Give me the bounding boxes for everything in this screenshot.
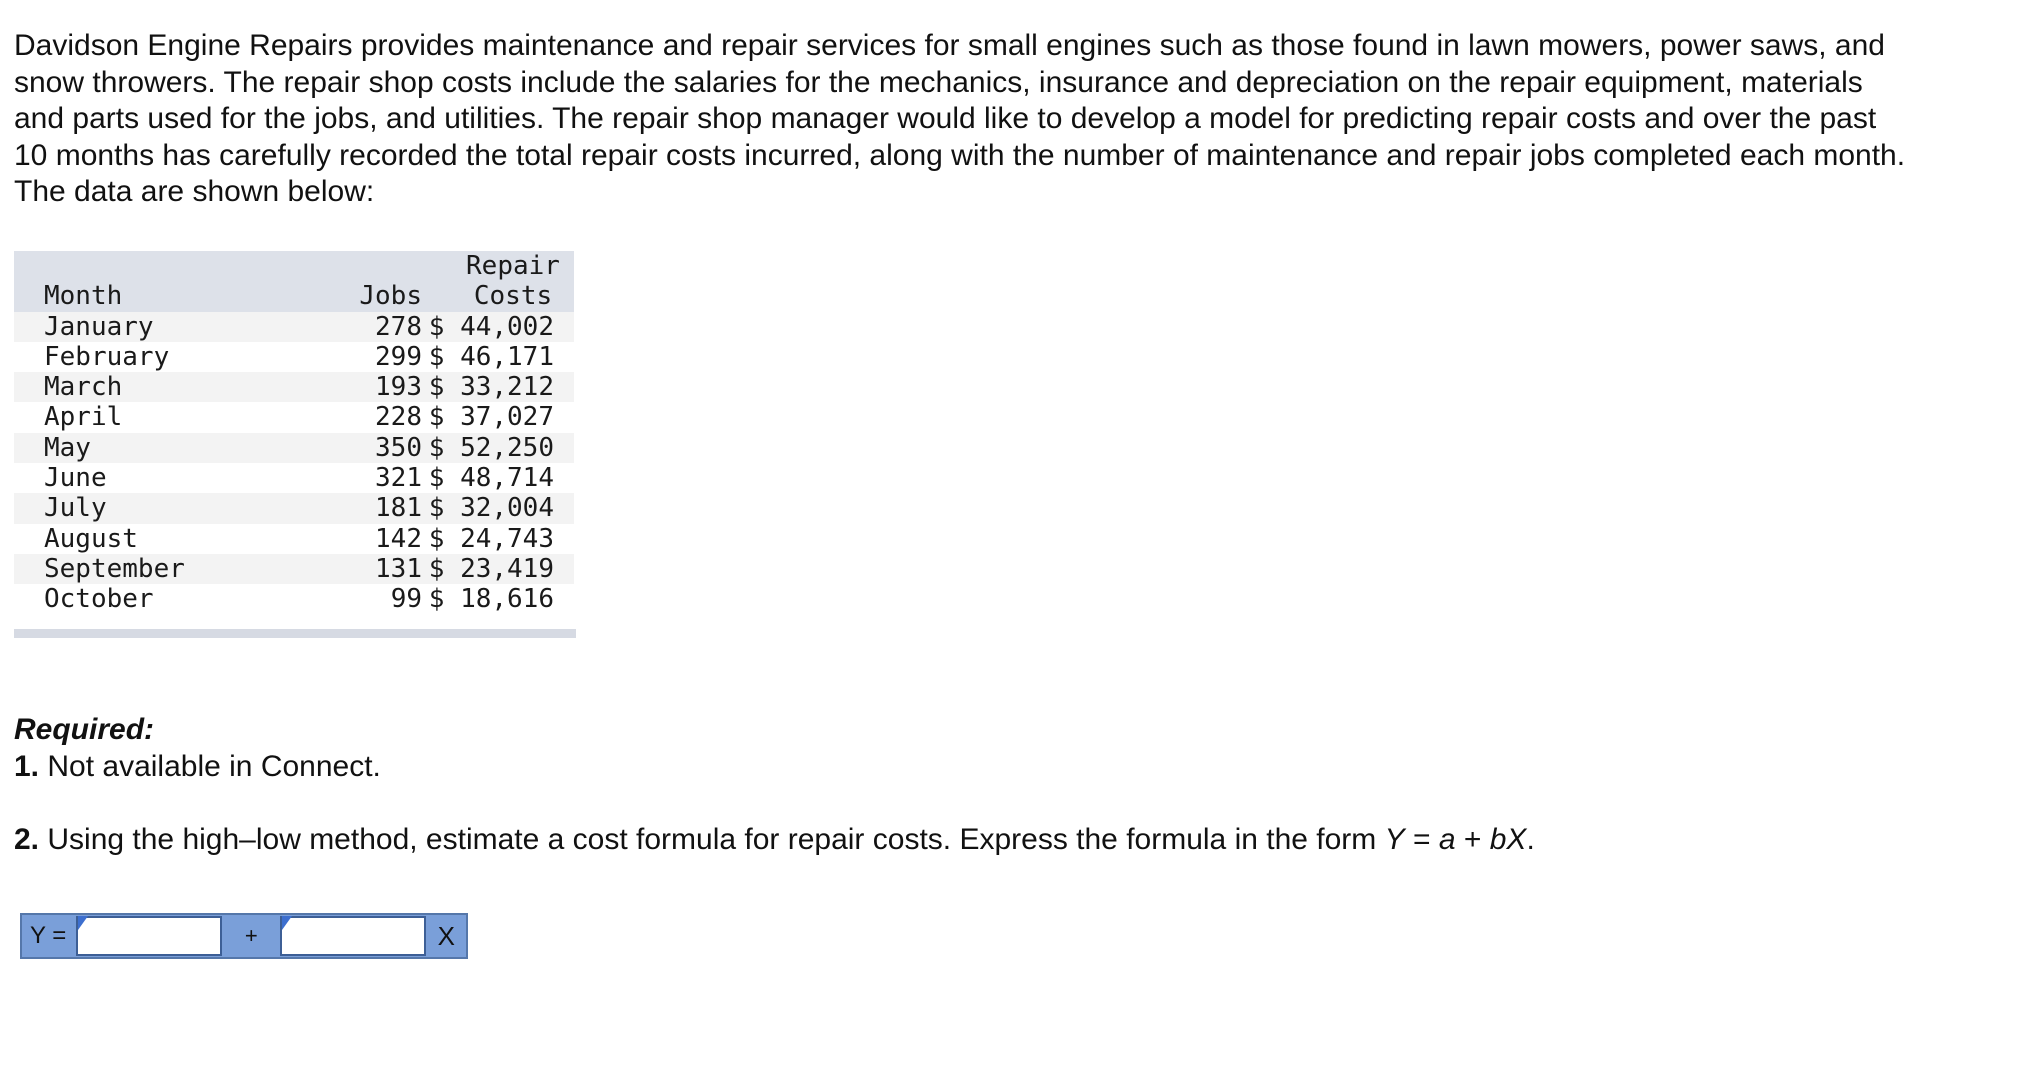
cell-month: August xyxy=(44,523,138,554)
table-row xyxy=(14,312,574,342)
cell-cost: $ 18,616 xyxy=(428,584,554,615)
header-repair-costs-line2: Costs xyxy=(473,281,553,312)
formula-equals: = xyxy=(1404,823,1439,856)
required-heading: Required: xyxy=(14,713,155,746)
cell-jobs: 278 xyxy=(375,311,422,342)
cell-month: February xyxy=(44,341,170,372)
cell-cost: $ 37,027 xyxy=(428,402,554,433)
formula-x-label: X xyxy=(437,920,455,951)
table-row xyxy=(14,524,574,554)
problem-intro: Davidson Engine Repairs provides maintenance and repair services for small engines such as those found in lawn mowers, power saws, and snow throwers. The repair shop costs include the salaries for the mechanics, insurance and depreciation on the repair equipment, materials and parts used for the jobs, and utilities. The repair shop manager would like to develop a model for predicting repair costs and over the past 10 months has carefully recorded the total repair costs incurred, along with the number of maintenance and repair jobs completed each month. The data are shown below: xyxy=(14,29,1906,208)
requirement-1-text: Not available in Connect. xyxy=(39,750,381,783)
formula-y-label: Y = xyxy=(30,922,67,949)
formula-y: Y xyxy=(1384,823,1405,856)
cell-month: April xyxy=(44,402,123,433)
table-row xyxy=(14,493,574,523)
header-month: Month xyxy=(44,281,123,312)
cell-jobs: 321 xyxy=(375,463,422,494)
cell-month: March xyxy=(44,372,123,403)
header-repair-costs xyxy=(422,251,574,312)
requirement-2 xyxy=(14,822,1535,858)
repair-data-table xyxy=(14,251,574,615)
cell-month: January xyxy=(44,311,154,342)
table-header-row xyxy=(14,251,574,312)
header-repair-costs-line1: Repair xyxy=(466,251,560,281)
requirement-1 xyxy=(14,749,381,785)
cell-month: October xyxy=(44,584,154,615)
formula-bx: bX xyxy=(1489,823,1527,856)
cell-cost: $ 48,714 xyxy=(428,463,554,494)
table-bottom-divider xyxy=(14,629,576,638)
cell-month: September xyxy=(44,553,185,584)
cell-jobs: 99 xyxy=(390,584,422,615)
cell-jobs: 228 xyxy=(375,402,422,433)
intercept-input-wrapper xyxy=(76,915,222,957)
cell-cost: $ 52,250 xyxy=(428,432,554,463)
table-row xyxy=(14,433,574,463)
table-row xyxy=(14,463,574,493)
cell-jobs: 131 xyxy=(375,553,422,584)
requirement-2-number: 2. xyxy=(14,823,40,856)
cell-month: May xyxy=(44,432,91,463)
cell-jobs: 181 xyxy=(375,493,422,524)
cell-month: June xyxy=(44,463,107,494)
formula-period: . xyxy=(1526,823,1535,856)
header-jobs: Jobs xyxy=(359,281,422,312)
intercept-input[interactable] xyxy=(76,916,222,956)
cell-jobs: 299 xyxy=(375,341,422,372)
requirement-2-text: Using the high–low method, estimate a cost formula for repair costs. Express the formula in the form xyxy=(39,823,1385,856)
table-body xyxy=(14,312,574,615)
table-row xyxy=(14,584,574,614)
requirement-1-number: 1. xyxy=(14,750,40,783)
formula-plus-sign: + xyxy=(244,923,258,948)
cell-cost: $ 32,004 xyxy=(428,493,554,524)
cell-month: July xyxy=(44,493,107,524)
slope-input[interactable] xyxy=(280,916,426,956)
slope-input-wrapper xyxy=(280,915,426,957)
cell-cost: $ 23,419 xyxy=(428,553,554,584)
table-header xyxy=(14,251,574,312)
cell-cost: $ 24,743 xyxy=(428,523,554,554)
formula-plus: + xyxy=(1455,823,1490,856)
cell-cost: $ 44,002 xyxy=(428,311,554,342)
table-row xyxy=(14,372,574,402)
formula-a: a xyxy=(1438,823,1456,856)
cell-cost: $ 33,212 xyxy=(428,372,554,403)
cell-jobs: 142 xyxy=(375,523,422,554)
table-row xyxy=(14,342,574,372)
cell-cost: $ 46,171 xyxy=(428,341,554,372)
table-row xyxy=(14,402,574,432)
cost-formula-answer-box xyxy=(20,913,468,959)
cell-jobs: 350 xyxy=(375,432,422,463)
table-row xyxy=(14,554,574,584)
cell-jobs: 193 xyxy=(375,372,422,403)
